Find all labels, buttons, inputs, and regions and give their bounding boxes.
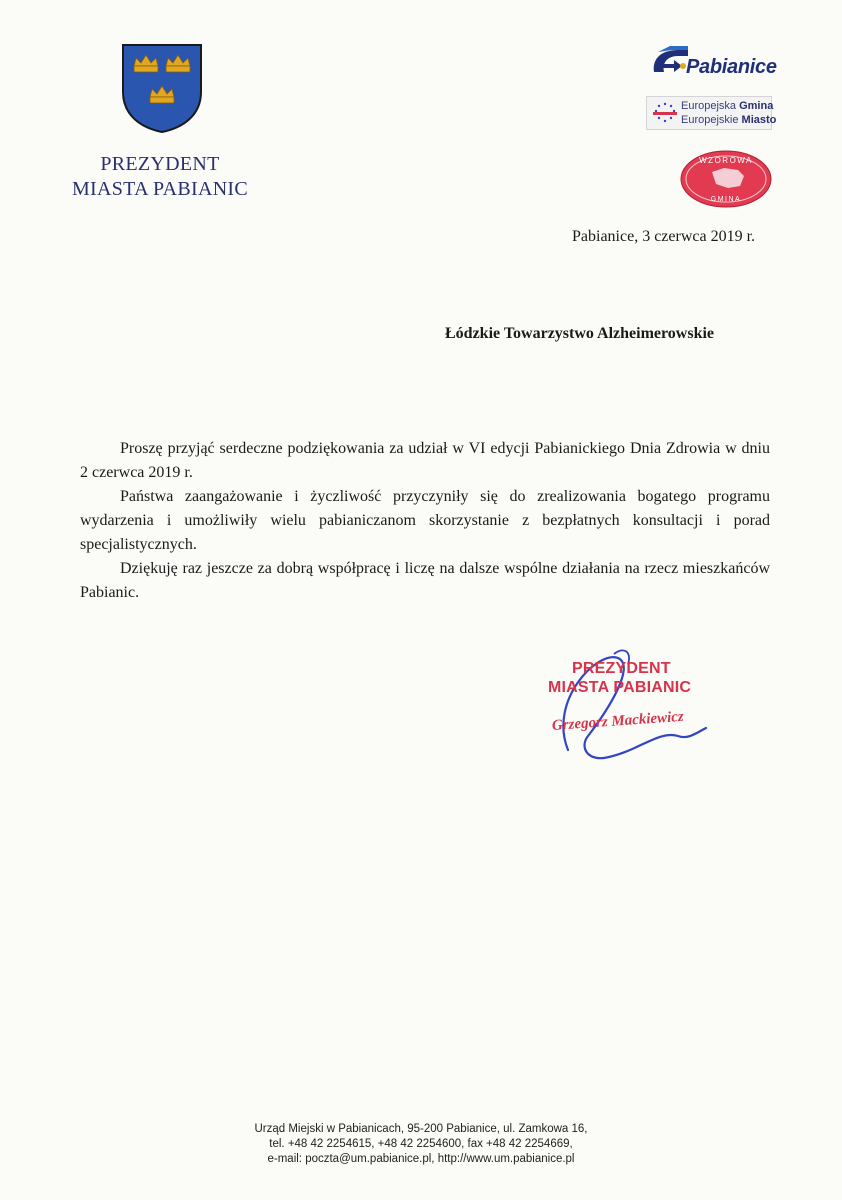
eu-badge-line-2: Europejskie Miasto <box>681 114 777 126</box>
letterhead-footer <box>200 1122 642 1167</box>
svg-text:WZOROWA: WZOROWA <box>699 156 753 165</box>
footer-address: Urząd Miejski w Pabianicach, 95-200 Pabianice, ul. Zamkowa 16, <box>254 1123 588 1135</box>
stamp-line-2: MIASTA PABIANIC <box>548 679 692 696</box>
footer-phone: tel. +48 42 2254615, +48 42 2254600, fax +48 42 2254669, <box>269 1138 573 1150</box>
letter-date: Pabianice, 3 czerwca 2019 r. <box>572 228 756 245</box>
letter-recipient: Łódzkie Towarzystwo Alzheimerowskie <box>445 325 715 342</box>
eu-stars-icon <box>651 101 679 125</box>
city-logo-text: Pabianice <box>686 56 777 78</box>
footer-contact: e-mail: poczta@um.pabianice.pl, http://www.um.pabianice.pl <box>267 1153 575 1165</box>
coat-of-arms-icon <box>120 42 204 134</box>
body-paragraph: Proszę przyjąć serdeczne podziękowania za udział w VI edycji Pabianickiego Dnia Zdrowia w dniu 2 czerwca 2019 r. <box>80 440 770 481</box>
body-paragraph: Państwa zaangażowanie i życzliwość przyczyniły się do zrealizowania bogatego programu wydarzenia i umożliwiły wielu pabianiczanom skorzystanie z bezpłatnych konsultacji i porad specjalistycznych. <box>80 488 770 553</box>
issuer-line-2: MIASTA PABIANIC <box>71 178 249 200</box>
issuer-heading <box>40 152 280 202</box>
body-paragraph: Dziękuję raz jeszcze za dobrą współpracę i liczę na dalsze wspólne działania na rzecz mieszkańców Pabianic. <box>80 560 770 601</box>
svg-text:GMINA: GMINA <box>710 196 742 203</box>
letter-body <box>80 437 770 605</box>
stamp-name: Grzegorz Mackiewicz <box>551 708 685 734</box>
issuer-line-1: PREZYDENT <box>100 153 220 175</box>
eu-badge-line-1: Europejska Gmina <box>681 100 774 112</box>
stamp-line-1: PREZYDENT <box>572 660 671 677</box>
eu-badge <box>646 96 777 130</box>
wzorowa-gmina-seal-icon <box>680 150 772 208</box>
